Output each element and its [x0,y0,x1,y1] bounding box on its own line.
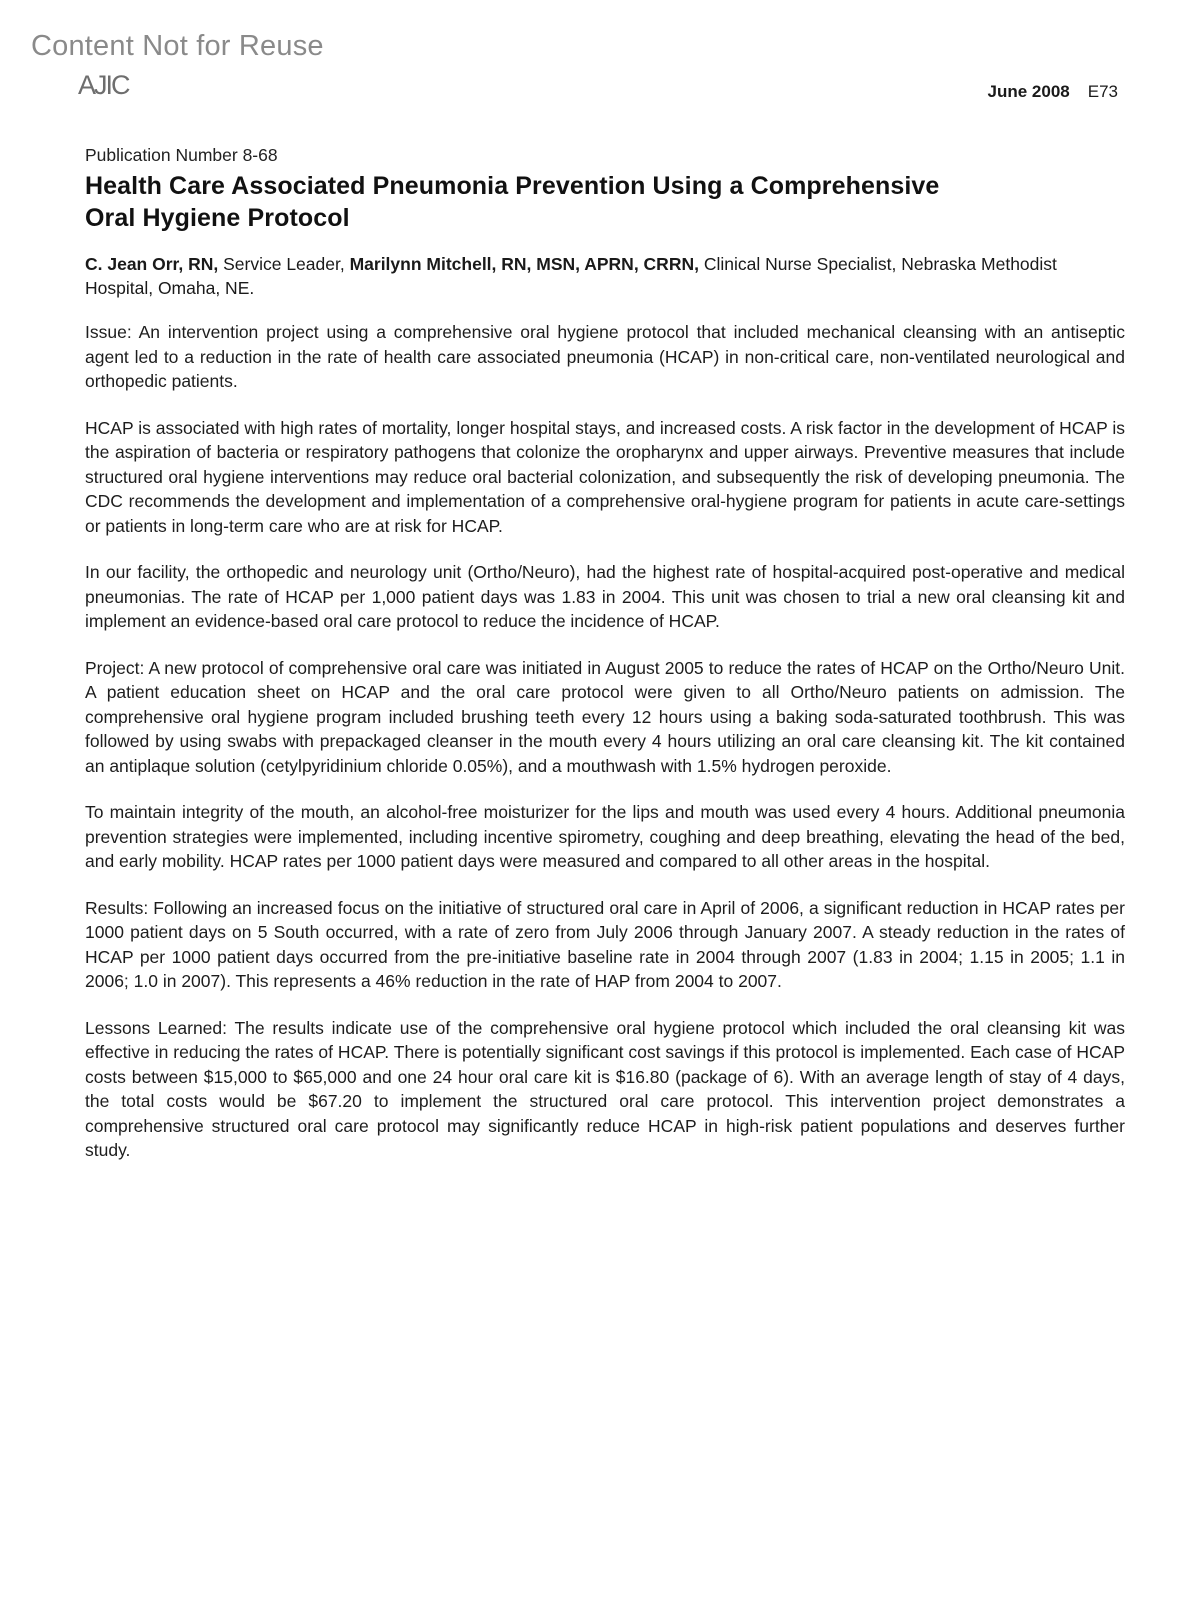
paragraph-issue: Issue: An intervention project using a comprehensive oral hygiene protocol that included mechanical cleansing with an antiseptic agent led to a reduction in the rate of health care associated pneumonia (HCAP) in non-critical care, non-ventilated neurological and orthopedic patients. [85,322,1125,391]
watermark-text: Content Not for Reuse [31,30,324,62]
paragraph-lessons-learned: Lessons Learned: The results indicate use of the comprehensive oral hygiene protocol which included the oral cleansing kit was effective in reducing the rates of HCAP. There is potentially significant cost savings if this protocol is implemented. Each case of HCAP costs between $15,000 to $65,000 and one 24 hour oral care kit is $16.80 (package of 6). With an average length of stay of 4 days, the total costs would be $67.20 to implement the structured oral care protocol. This intervention project demonstrates a comprehensive structured oral care protocol may significantly reduce HCAP in high-risk patient populations and deserves further study. [85,1017,1125,1160]
page-header [988,82,1118,102]
author-2-name: Marilynn Mitchell, RN, MSN, APRN, CRRN, [349,254,699,274]
author-2-role: Clinical Nurse Specialist, Nebraska Methodist Hospital, Omaha, NE. [85,254,1057,298]
title-line-1: Health Care Associated Pneumonia Prevention Using a Comprehensive [85,172,940,200]
paragraph-facility: In our facility, the orthopedic and neurology unit (Ortho/Neuro), had the highest rate of hospital-acquired post-operative and medical pneumonias. The rate of HCAP per 1,000 patient days was 1.83 in 2004. This unit was chosen to trial a new oral cleansing kit and implement an evidence-based oral care protocol to reduce the incidence of HCAP. [85,562,1125,631]
paragraph-project: Project: A new protocol of comprehensive oral care was initiated in August 2005 to reduce the rates of HCAP on the Ortho/Neuro Unit. A patient education sheet on HCAP and the oral care protocol were given to all Ortho/Neuro patients on admission. The comprehensive oral hygiene program included brushing teeth every 12 hours using a baking soda-saturated toothbrush. This was followed by using swabs with prepackaged cleanser in the mouth every 4 hours utilizing an oral care cleansing kit. The kit contained an antiplaque solution (cetylpyridinium chloride 0.05%), and a mouthwash with 1.5% hydrogen peroxide. [85,657,1125,776]
paragraph-results: Results: Following an increased focus on the initiative of structured oral care in April of 2006, a significant reduction in HCAP rates per 1000 patient days on 5 South occurred, with a rate of zero from July 2006 through January 2007. A steady reduction in the rates of HCAP per 1000 patient days occurred from the pre-initiative baseline rate in 2004 through 2007 (1.83 in 2004; 1.15 in 2005; 1.1 in 2006; 1.0 in 2007). This represents a 46% reduction in the rate of HAP from 2004 to 2007. [85,897,1125,991]
article-body [85,145,1125,1185]
author-1-name: C. Jean Orr, RN, [85,254,219,274]
author-1-role: Service Leader, [218,254,350,274]
page-number: E73 [1087,82,1118,101]
publication-number: Publication Number 8-68 [85,145,278,165]
issue-date: June 2008 [987,82,1070,101]
title-line-2: Oral Hygiene Protocol [85,204,350,232]
article-title [85,170,1125,234]
author-affiliations [85,252,1125,300]
paragraph-integrity: To maintain integrity of the mouth, an alcohol-free moisturizer for the lips and mouth was used every 4 hours. Additional pneumonia prevention strategies were implemented, including incentive spirometry, coughing and deep breathing, elevating the head of the bed, and early mobility. HCAP rates per 1000 patient days were measured and compared to all other areas in the hospital. [85,802,1125,871]
paragraph-background: HCAP is associated with high rates of mortality, longer hospital stays, and increased costs. A risk factor in the development of HCAP is the aspiration of bacteria or respiratory pathogens that colonize the oropharynx and upper airways. Preventive measures that include structured oral hygiene interventions may reduce oral bacterial colonization, and subsequently the risk of developing pneumonia. The CDC recommends the development and implementation of a comprehensive oral-hygiene program for patients in acute care-settings or patients in long-term care who are at risk for HCAP. [85,417,1125,536]
journal-logo: AJIC [78,70,129,100]
